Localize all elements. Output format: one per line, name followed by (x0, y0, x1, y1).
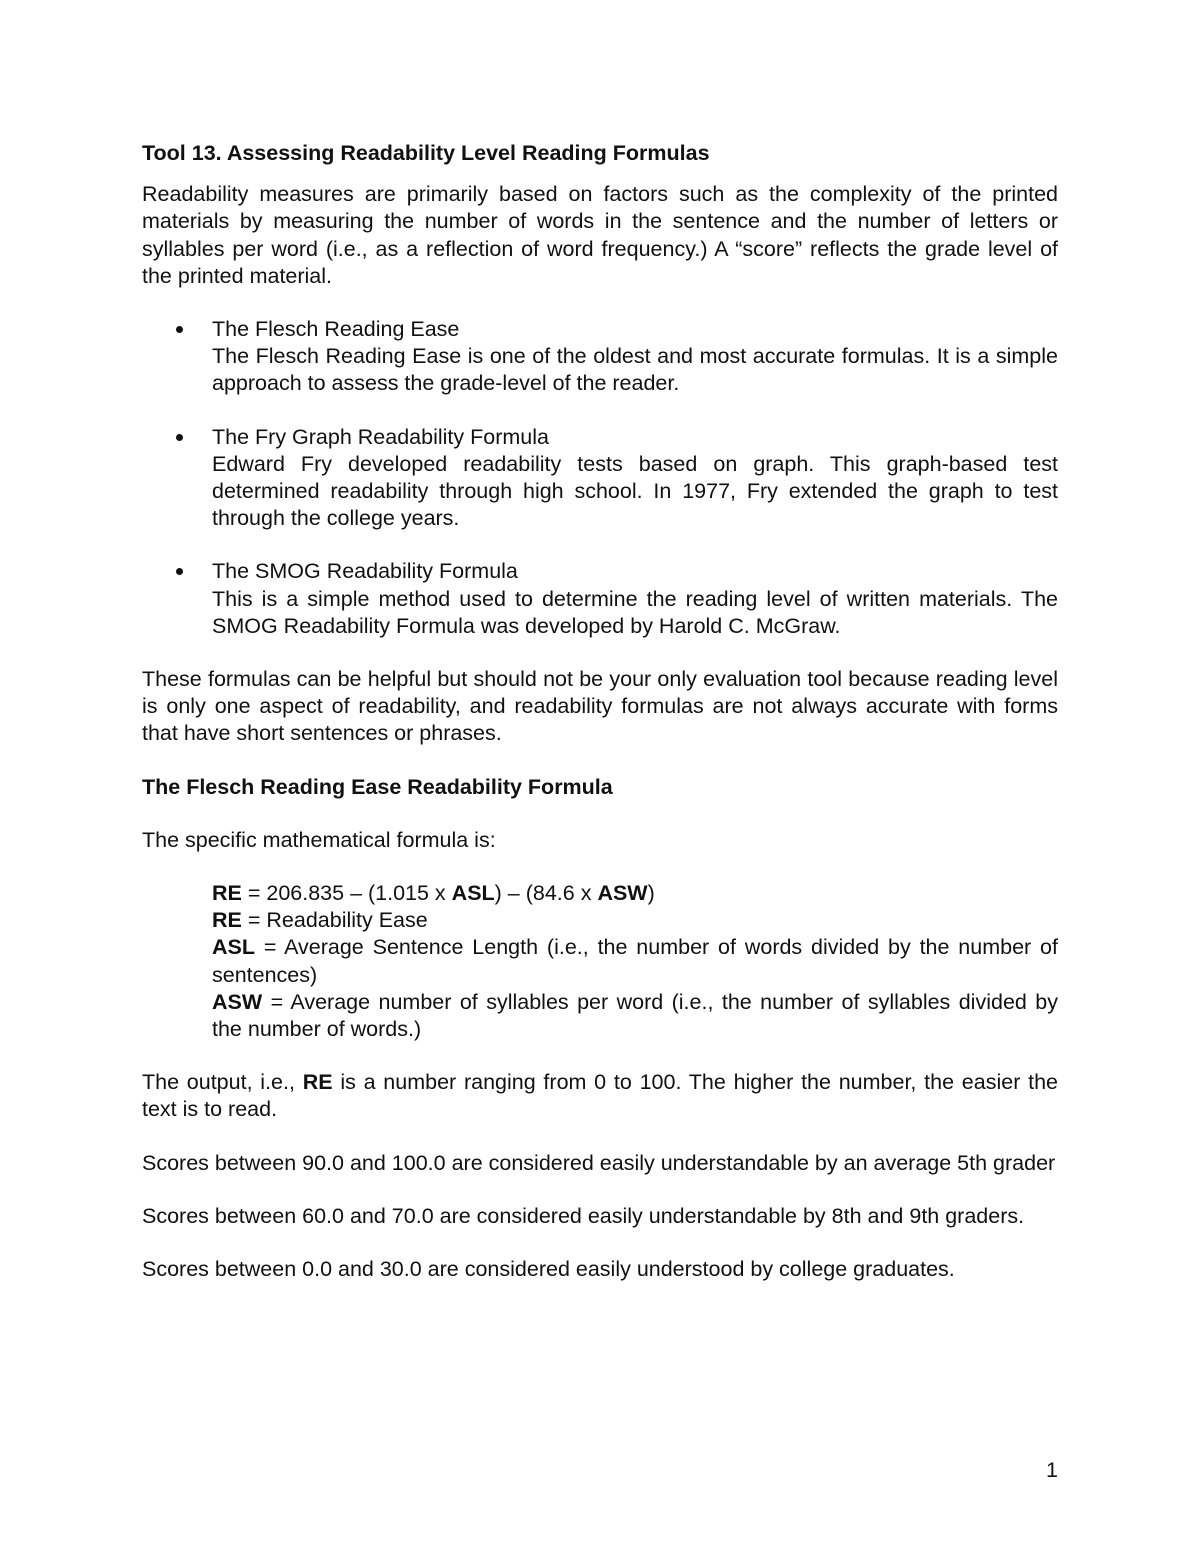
formula-intro: The specific mathematical formula is: (142, 827, 496, 852)
score-paragraph: Scores between 0.0 and 30.0 are considered easily understood by college graduates. (142, 1257, 955, 1282)
asw-label: ASW (597, 881, 648, 906)
definition-text: = Readability Ease (241, 908, 428, 933)
formula-list (142, 316, 1058, 640)
equation-text: ) – (84.6 x (494, 881, 598, 906)
list-item-heading: The Fry Graph Readability Formula (212, 424, 549, 449)
equation-text: ) (647, 881, 655, 906)
asl-definition (212, 934, 1058, 988)
equation-text: = 206.835 – (1.015 x (241, 881, 452, 906)
list-item-description: The Flesch Reading Ease is one of the oldest and most accurate formulas. It is a simple approach to assess the grade-level of the reader. (212, 344, 1058, 396)
asw-def-label: ASW (212, 989, 263, 1014)
asl-def-label: ASL (212, 935, 255, 960)
score-paragraph: Scores between 60.0 and 70.0 are considered easily understandable by 8th and 9th graders. (142, 1203, 1025, 1228)
list-item (212, 558, 1058, 640)
page-number: 1 (1046, 1458, 1058, 1482)
section-title: The Flesch Reading Ease Readability Formula (142, 774, 613, 799)
intro-paragraph: Readability measures are primarily based on factors such as the complexity of the printed materials by measuring the number of words in the sentence and the number of letters or syllables per word (i.e., as a reflection of word frequency.) A “score” reflects the grade level of the printed material. (142, 182, 1058, 288)
bullet-icon (176, 568, 183, 575)
caveat-paragraph: These formulas can be helpful but should not be your only evaluation tool because reading level is only one aspect of readability, and readability formulas are not always accurate with forms that have short sentences or phrases. (142, 667, 1058, 746)
formula-block (142, 880, 1058, 1043)
asw-definition (212, 989, 1058, 1043)
output-paragraph (142, 1069, 1058, 1123)
list-item (212, 424, 1058, 533)
output-text: The output, i.e., (142, 1070, 303, 1095)
output-text: is a number ranging from 0 to 100. The higher the number, the easier the text is to read. (142, 1070, 1058, 1122)
list-item-description: Edward Fry developed readability tests based on graph. This graph-based test determined readability through high school. In 1977, Fry extended the graph to test through the college years. (212, 451, 1058, 531)
document-page (142, 140, 1058, 1309)
re-definition (212, 907, 1058, 934)
re-def-label: RE (212, 908, 242, 933)
bullet-icon (176, 326, 183, 333)
output-re-label: RE (302, 1070, 333, 1095)
document-title: Tool 13. Assessing Readability Level Reading Formulas (142, 141, 710, 165)
definition-text: = Average Sentence Length (i.e., the number of words divided by the number of sentences) (212, 935, 1058, 987)
definition-text: = Average number of syllables per word (i.e., the number of syllables divided by the number of words.) (212, 989, 1058, 1042)
bullet-icon (176, 434, 183, 441)
re-label: RE (212, 881, 242, 906)
list-item (212, 316, 1058, 398)
list-item-heading: The SMOG Readability Formula (212, 559, 518, 584)
list-item-description: This is a simple method used to determine the reading level of written materials. The SMOG Readability Formula was developed by Harold C. McGraw. (212, 586, 1058, 638)
asl-label: ASL (451, 881, 495, 906)
score-paragraph: Scores between 90.0 and 100.0 are considered easily understandable by an average 5th grader (142, 1150, 1056, 1175)
formula-equation (212, 880, 1058, 907)
list-item-heading: The Flesch Reading Ease (212, 317, 460, 342)
